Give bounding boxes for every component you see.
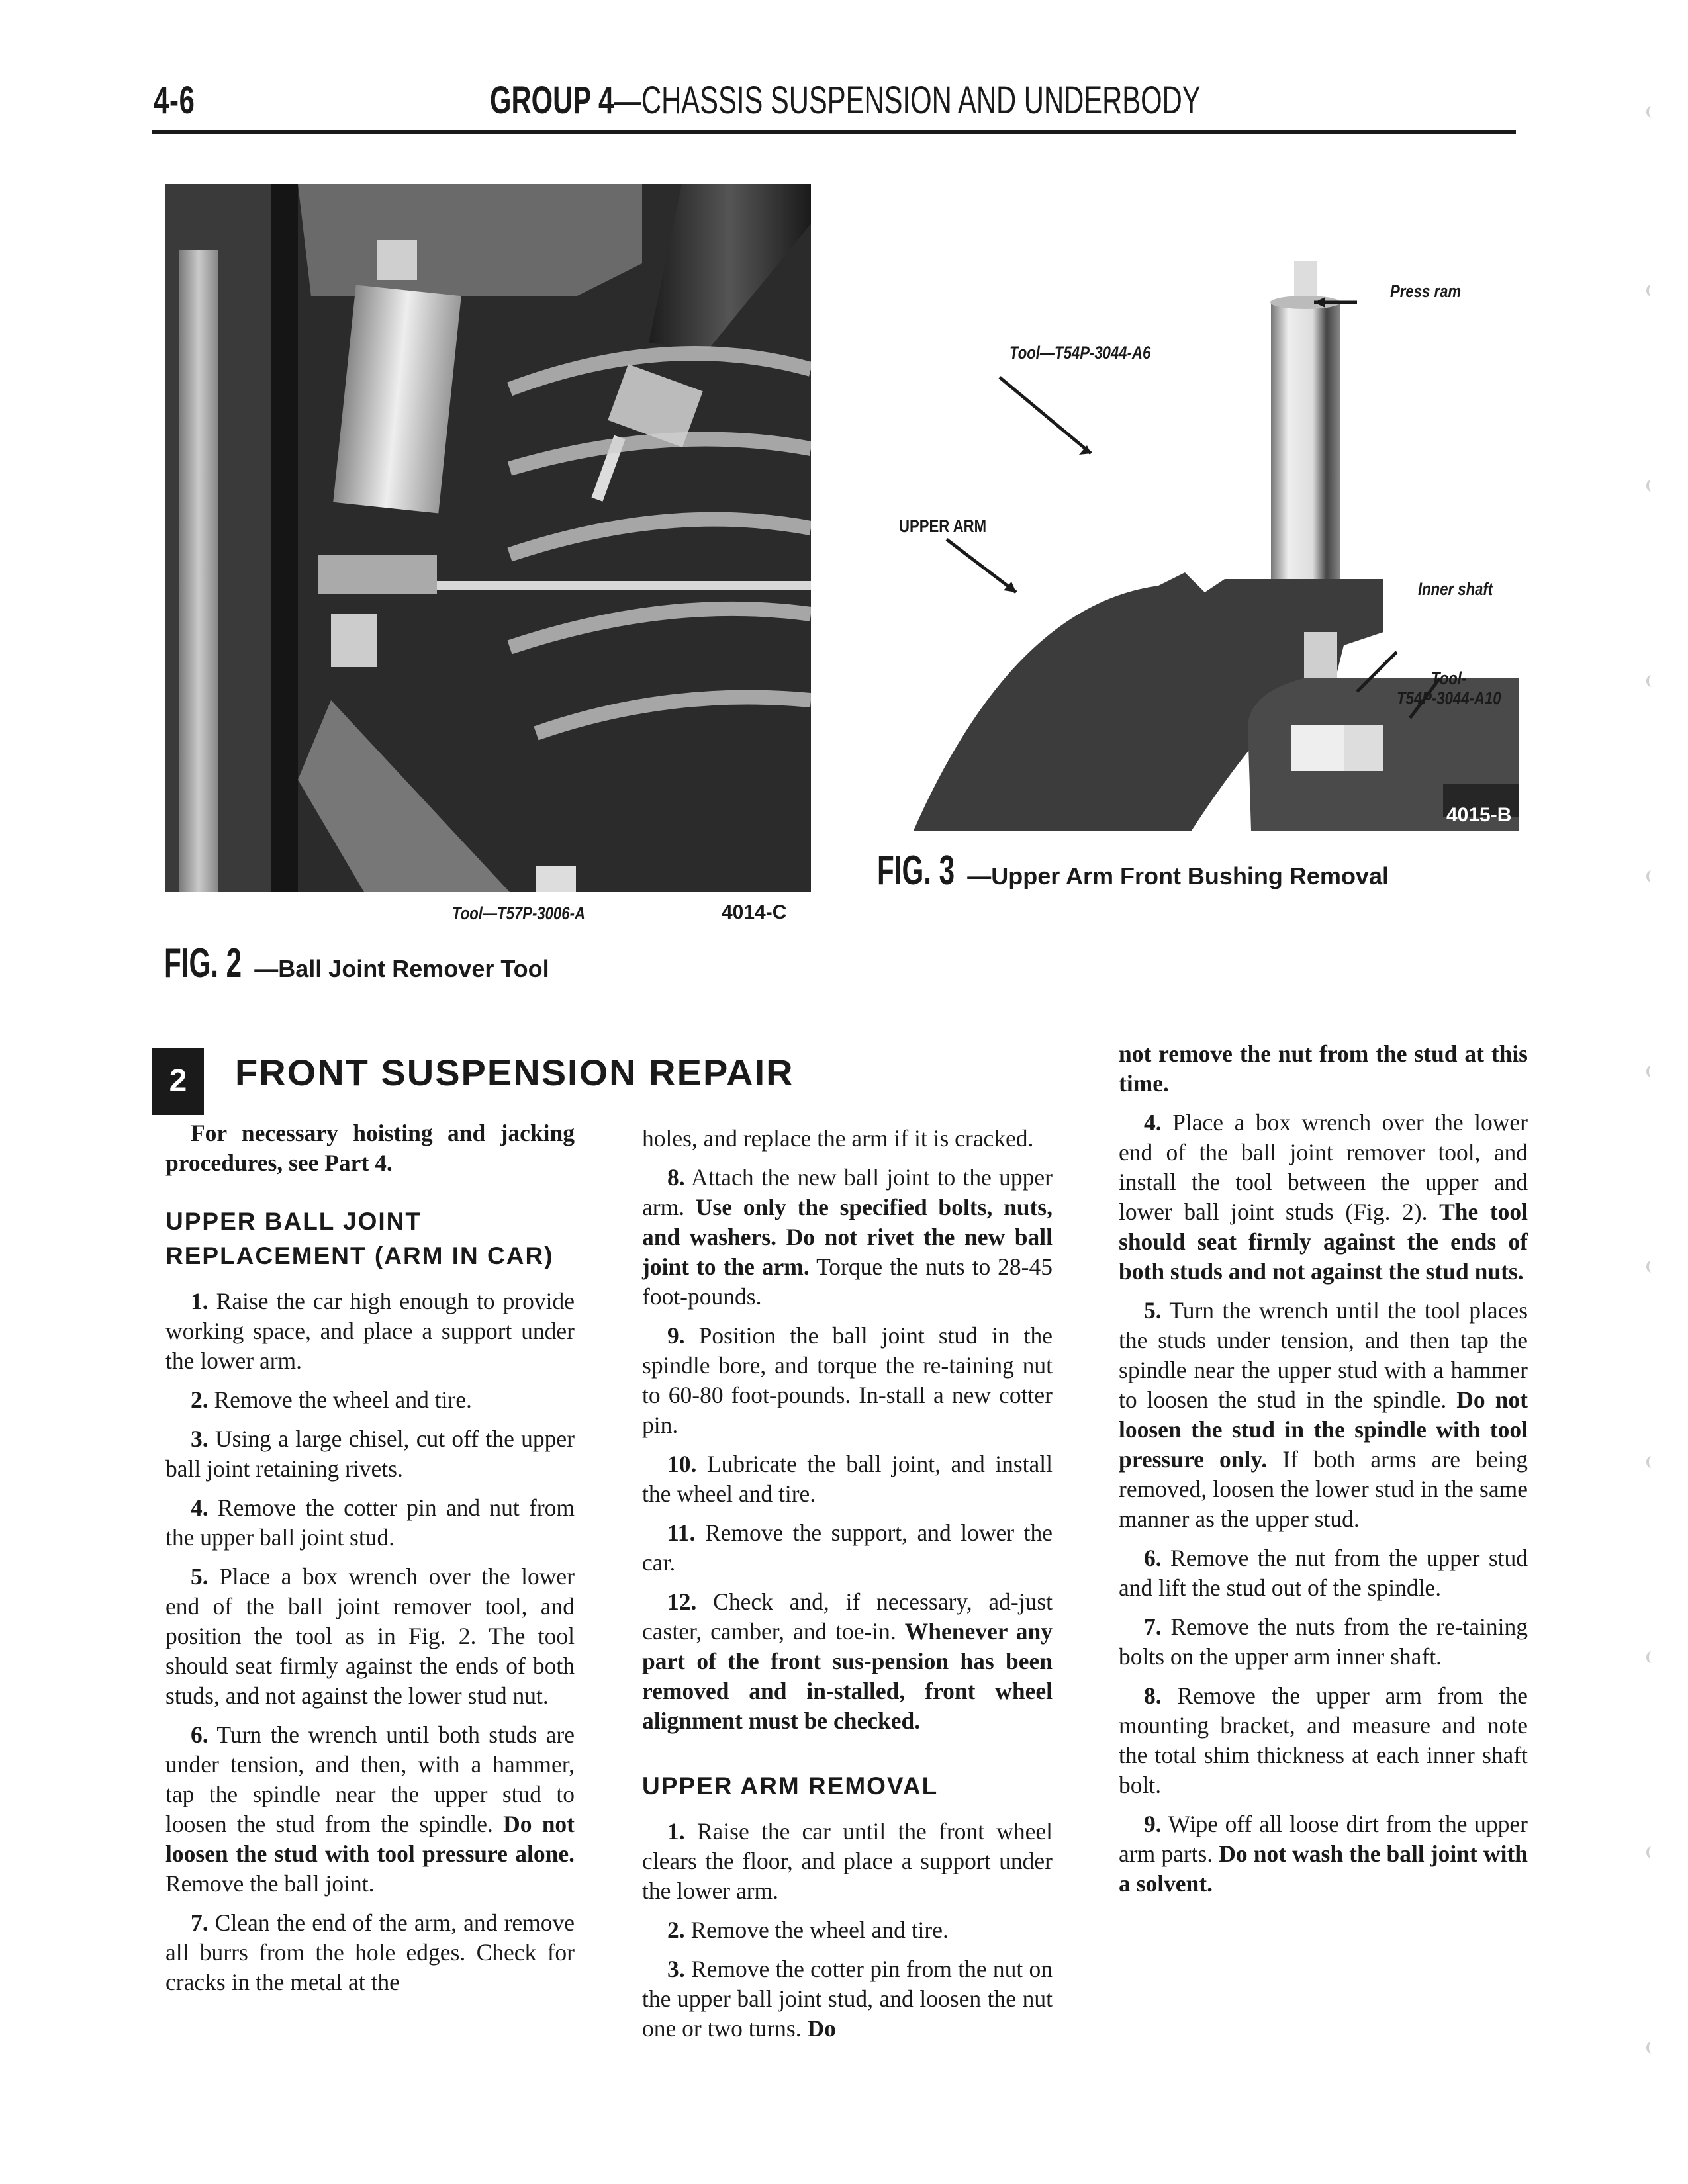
ar-step-3: 3. Remove the cotter pin from the nut on the upper ball joint stud, and loosen the nut one or two turns. Do — [642, 1956, 1053, 2042]
bushing-removal-photo-icon — [880, 261, 1519, 831]
running-head-group: GROUP 4 — [490, 79, 614, 122]
bj-step-4: 4. Remove the cotter pin and nut from the upper ball joint stud. — [165, 1494, 575, 1551]
column-2 — [642, 1124, 1053, 2053]
binder-mark — [1646, 1456, 1657, 1468]
fig2-code: 4014-C — [722, 901, 787, 923]
bj-step-11: 11. Remove the support, and lower the car. — [642, 1520, 1053, 1576]
bj-step-2: 2. Remove the wheel and tire. — [191, 1387, 472, 1413]
binder-mark — [1646, 480, 1657, 492]
ar-step-3-continued: not remove the nut from the stud at this time. — [1119, 1040, 1528, 1097]
binder-mark — [1646, 675, 1657, 687]
bj-step-10: 10. Lubricate the ball joint, and install the wheel and tire. — [642, 1451, 1053, 1507]
binder-mark — [1646, 1651, 1657, 1663]
fig2-title: —Ball Joint Remover Tool — [254, 955, 549, 982]
fig3-title: —Upper Arm Front Bushing Removal — [967, 862, 1389, 889]
binder-mark — [1646, 285, 1657, 296]
bj-step-7: 7. Clean the end of the arm, and remove all burrs from the hole edges. Check for cracks in the metal at the — [165, 1909, 575, 1995]
figure-3-photo — [880, 261, 1519, 831]
bj-step-6: 6. Turn the wrench until both studs are under tension, and then, with a hammer, tap the spindle near the upper stud to loosen the stud from the spindle. Do not loosen the stud with tool pressure alone. Remove the ball joint. — [165, 1721, 575, 1897]
ar-step-4: 4. Place a box wrench over the lower end of the ball joint remover tool, and install the tool between the upper and lower ball joint studs (Fig. 2). The tool should seat firmly against the ends of both studs and not against the stud nuts. — [1119, 1109, 1528, 1285]
ar-step-6: 6. Remove the nut from the upper stud and lift the stud out of the spindle. — [1119, 1545, 1528, 1601]
ar-step-7: 7. Remove the nuts from the re-taining bolts on the upper arm inner shaft. — [1119, 1614, 1528, 1670]
fig3-code: 4015-B — [1446, 804, 1512, 826]
binder-mark — [1646, 1846, 1657, 1858]
section-title: FRONT SUSPENSION REPAIR — [235, 1052, 794, 1093]
ar-step-9: 9. Wipe off all loose dirt from the upper arm parts. Do not wash the ball joint with a solvent. — [1119, 1811, 1528, 1897]
fig3-upper-arm-callout: UPPER ARM — [899, 516, 987, 536]
figure-2-photo — [165, 184, 811, 892]
fig2-number: FIG. 2 — [164, 940, 242, 986]
binder-mark — [1646, 106, 1657, 118]
ar-step-5: 5. Turn the wrench until the tool places the studs under tension, and then tap the spindle near the upper stud with a hammer to loosen the stud in the spindle. Do not loosen the stud in the spindle with tool pressure only. If both arms are being removed, loosen the lower stud in the same manner as the upper stud. — [1119, 1297, 1528, 1532]
bj-step-12: 12. Check and, if necessary, ad-just caster, camber, and toe-in. Whenever any part of the front sus-pension has been removed and in-stalled, front wheel alignment must be checked. — [642, 1588, 1053, 1734]
fig3-tool-a6-callout: Tool—T54P-3044-A6 — [1009, 343, 1151, 363]
bj-step-7-continued: holes, and replace the arm if it is cracked. — [642, 1125, 1034, 1152]
running-head — [490, 78, 1201, 122]
ball-joint-heading: UPPER BALL JOINT REPLACEMENT (ARM IN CAR) — [165, 1208, 554, 1269]
ar-step-1: 1. Raise the car until the front wheel clears the floor, and place a support under the lower arm. — [642, 1818, 1053, 1904]
section-number-badge: 2 — [152, 1048, 204, 1115]
intro-paragraph: For necessary hoisting and jacking procedures, see Part 4. — [165, 1120, 575, 1176]
column-3 — [1119, 1039, 1528, 1908]
bj-step-3: 3. Using a large chisel, cut off the upper ball joint retaining rivets. — [165, 1426, 575, 1482]
binder-mark — [1646, 1066, 1657, 1077]
fig3-tool-a10-callout-line1: Tool- — [1431, 668, 1467, 688]
ar-step-8: 8. Remove the upper arm from the mounting bracket, and measure and note the total shim thickness at each inner shaft bolt. — [1119, 1682, 1528, 1798]
binder-mark — [1646, 870, 1657, 882]
column-1 — [165, 1118, 575, 2007]
ar-step-2: 2. Remove the wheel and tire. — [667, 1917, 949, 1943]
fig2-tool-callout: Tool—T57P-3006-A — [452, 903, 585, 923]
bj-step-8: 8. Attach the new ball joint to the upper arm. Use only the specified bolts, nuts, and washers. Do not rivet the new ball joint to the arm. Torque the nuts to 28-45 foot-pounds. — [642, 1164, 1053, 1310]
running-head-title: —CHASSIS SUSPENSION AND UNDERBODY — [614, 79, 1201, 122]
binder-mark — [1646, 1261, 1657, 1273]
bj-step-5: 5. Place a box wrench over the lower end of the ball joint remover tool, and position the tool as in Fig. 2. The tool should seat firmly against the ends of both studs, and not against the lower stud nut. — [165, 1563, 575, 1709]
ball-joint-remover-photo-icon — [165, 184, 811, 892]
bj-step-1: 1. Raise the car high enough to provide working space, and place a support under the lower arm. — [165, 1288, 575, 1374]
fig3-press-ram-callout: Press ram — [1390, 281, 1462, 301]
fig3-caption — [877, 847, 1389, 894]
header-rule — [152, 130, 1516, 134]
fig3-tool-a10-callout-line2: T54P-3044-A10 — [1397, 688, 1501, 708]
binder-mark — [1646, 2042, 1657, 2054]
arm-removal-heading: UPPER ARM REMOVAL — [642, 1772, 939, 1799]
bj-step-9: 9. Position the ball joint stud in the spindle bore, and torque the re-taining nut to 60-80 foot-pounds. In-stall a new cotter pin. — [642, 1322, 1053, 1438]
fig3-number: FIG. 3 — [877, 848, 955, 893]
page-number: 4-6 — [154, 79, 195, 122]
fig2-caption — [164, 940, 549, 987]
fig3-inner-shaft-callout: Inner shaft — [1418, 579, 1493, 599]
